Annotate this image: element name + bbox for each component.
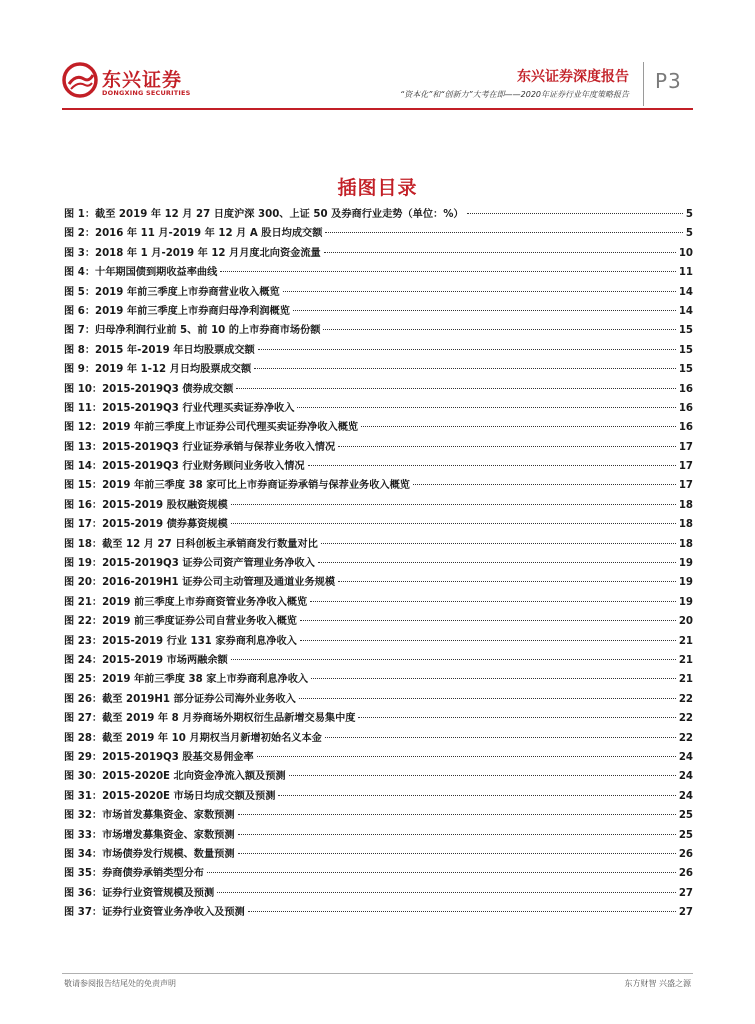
toc-entry-label: 图 20：2016-2019H1 证券公司主动管理及通道业务规模 bbox=[64, 577, 336, 589]
dot-leader bbox=[207, 872, 676, 873]
toc-entry[interactable] bbox=[64, 341, 693, 360]
toc-entry-label: 图 33：市场增发募集资金、家数预测 bbox=[64, 829, 235, 841]
dot-leader bbox=[297, 407, 675, 408]
footer-slogan: 东方财智 兴盛之源 bbox=[624, 979, 691, 988]
toc-entry-page: 24 bbox=[678, 751, 693, 763]
dot-leader bbox=[467, 213, 683, 214]
toc-entry-label: 图 5：2019 年前三季度上市券商营业收入概览 bbox=[64, 286, 280, 298]
toc-entry[interactable] bbox=[64, 593, 693, 612]
toc-entry-label: 图 18：截至 12 月 27 日科创板主承销商发行数量对比 bbox=[64, 538, 318, 550]
toc-entry-page: 25 bbox=[678, 829, 693, 841]
toc-entry[interactable] bbox=[64, 380, 693, 399]
toc-entry-label: 图 31：2015-2020E 市场日均成交额及预测 bbox=[64, 790, 276, 802]
toc-entry-label: 图 26：截至 2019H1 部分证券公司海外业务收入 bbox=[64, 693, 296, 705]
toc-entry[interactable] bbox=[64, 360, 693, 379]
dot-leader bbox=[361, 426, 676, 427]
toc-entry-label: 图 1：截至 2019 年 12 月 27 日度沪深 300、上证 50 及券商行业走势（单位：%） bbox=[64, 209, 464, 220]
toc-entry-page: 15 bbox=[678, 325, 693, 337]
toc-entry[interactable] bbox=[64, 476, 693, 495]
toc-entry[interactable] bbox=[64, 457, 693, 476]
toc-entry-page: 15 bbox=[678, 344, 693, 356]
dot-leader bbox=[254, 368, 676, 369]
dot-leader bbox=[300, 620, 676, 621]
dot-leader bbox=[321, 543, 676, 544]
toc-entry[interactable] bbox=[64, 321, 693, 340]
dot-leader bbox=[248, 911, 676, 912]
toc-entry[interactable] bbox=[64, 399, 693, 418]
dot-leader bbox=[231, 504, 676, 505]
dot-leader bbox=[220, 271, 676, 272]
toc-entry[interactable] bbox=[64, 690, 693, 709]
toc-entry[interactable] bbox=[64, 612, 693, 631]
disclaimer-note: 敬请参阅报告结尾处的免责声明 bbox=[64, 979, 176, 988]
toc-entry-label: 图 23：2015-2019 行业 131 家券商利息净收入 bbox=[64, 635, 297, 647]
dot-leader bbox=[289, 775, 676, 776]
dot-leader bbox=[236, 388, 676, 389]
logo-mark-icon bbox=[62, 62, 98, 98]
toc-entry-page: 24 bbox=[678, 790, 693, 802]
toc-entry-page: 11 bbox=[678, 267, 693, 279]
toc-entry-label: 图 9：2019 年 1-12 月日均股票成交额 bbox=[64, 364, 252, 376]
toc-entry-page: 26 bbox=[678, 868, 693, 880]
toc-entry-page: 10 bbox=[678, 247, 693, 259]
toc-entry-page: 20 bbox=[678, 616, 693, 628]
toc-entry-page: 24 bbox=[678, 771, 693, 783]
dot-leader bbox=[257, 756, 676, 757]
toc-entry[interactable] bbox=[64, 767, 693, 786]
footer-rule bbox=[62, 973, 693, 974]
toc-entry-page: 15 bbox=[678, 364, 693, 376]
toc-entry-label: 图 2：2016 年 11 月-2019 年 12 月 A 股日均成交额 bbox=[64, 228, 323, 240]
dot-leader bbox=[217, 892, 676, 893]
dot-leader bbox=[338, 581, 676, 582]
dot-leader bbox=[325, 232, 682, 233]
toc-entry[interactable] bbox=[64, 651, 693, 670]
toc-entry[interactable] bbox=[64, 826, 693, 845]
toc-entry-label: 图 10：2015-2019Q3 债券成交额 bbox=[64, 383, 234, 395]
toc-entry-page: 5 bbox=[685, 228, 693, 240]
toc-entry[interactable] bbox=[64, 263, 693, 282]
toc-entry-page: 25 bbox=[678, 810, 693, 822]
toc-entry-page: 21 bbox=[678, 674, 693, 686]
toc-entry[interactable] bbox=[64, 845, 693, 864]
toc-entry-label: 图 12：2019 年前三季度上市证券公司代理买卖证券净收入概览 bbox=[64, 422, 359, 434]
dot-leader bbox=[308, 465, 676, 466]
toc-entry-page: 27 bbox=[678, 887, 693, 899]
toc-entry-page: 21 bbox=[678, 654, 693, 666]
dot-leader bbox=[238, 814, 676, 815]
toc-entry-label: 图 22：2019 前三季度证券公司自营业务收入概览 bbox=[64, 616, 297, 628]
toc-entry-label: 图 27：截至 2019 年 8 月券商场外期权衍生品新增交易集中度 bbox=[64, 713, 356, 725]
toc-entry-label: 图 3：2018 年 1 月-2019 年 12 月月度北向资金流量 bbox=[64, 247, 321, 259]
report-subtitle: “资本化”和“创新力”大考在即——2020年证券行业年度策略报告 bbox=[400, 90, 629, 99]
dot-leader bbox=[318, 562, 676, 563]
toc-entry-page: 18 bbox=[678, 538, 693, 550]
toc-entry-page: 19 bbox=[678, 577, 693, 589]
header-divider bbox=[643, 62, 644, 106]
toc-entry-label: 图 29：2015-2019Q3 股基交易佣金率 bbox=[64, 751, 254, 763]
toc-entry[interactable] bbox=[64, 302, 693, 321]
toc-entry-label: 图 15：2019 年前三季度 38 家可比上市券商证券承销与保荐业务收入概览 bbox=[64, 480, 410, 492]
report-title: 东兴证券深度报告 bbox=[517, 69, 629, 85]
dot-leader bbox=[231, 659, 676, 660]
dot-leader bbox=[323, 329, 675, 330]
toc-entry[interactable] bbox=[64, 806, 693, 825]
toc-entry[interactable] bbox=[64, 903, 693, 922]
dot-leader bbox=[238, 853, 676, 854]
logo-text-cn: 东兴证券 bbox=[102, 69, 183, 91]
toc-entry-page: 18 bbox=[678, 519, 693, 531]
dot-leader bbox=[358, 717, 675, 718]
toc-entry[interactable] bbox=[64, 205, 693, 224]
toc-entry-label: 图 35：券商债券承销类型分布 bbox=[64, 868, 204, 880]
dot-leader bbox=[299, 698, 676, 699]
header-rule bbox=[62, 108, 693, 110]
logo-text-en: DONGXING SECURITIES bbox=[102, 89, 191, 97]
toc-entry[interactable] bbox=[64, 709, 693, 728]
toc-entry-label: 图 19：2015-2019Q3 证券公司资产管理业务净收入 bbox=[64, 558, 315, 570]
toc-entry-label: 图 16：2015-2019 股权融资规模 bbox=[64, 499, 228, 511]
toc-entry[interactable] bbox=[64, 573, 693, 592]
dot-leader bbox=[311, 678, 676, 679]
toc-entry[interactable] bbox=[64, 729, 693, 748]
company-logo bbox=[62, 62, 192, 102]
toc-entry-label: 图 21：2019 前三季度上市券商资管业务净收入概览 bbox=[64, 596, 308, 608]
toc-entry[interactable] bbox=[64, 535, 693, 554]
toc-entry-page: 18 bbox=[678, 499, 693, 511]
toc-entry[interactable] bbox=[64, 864, 693, 883]
figure-list bbox=[64, 205, 693, 922]
dot-leader bbox=[258, 349, 676, 350]
toc-entry-page: 26 bbox=[678, 848, 693, 860]
toc-entry[interactable] bbox=[64, 224, 693, 243]
toc-entry-page: 16 bbox=[678, 383, 693, 395]
toc-entry-page: 22 bbox=[678, 693, 693, 705]
toc-entry-label: 图 17：2015-2019 债券募资规模 bbox=[64, 519, 228, 531]
toc-entry[interactable] bbox=[64, 787, 693, 806]
toc-entry-label: 图 30：2015-2020E 北向资金净流入额及预测 bbox=[64, 771, 286, 783]
toc-entry[interactable] bbox=[64, 438, 693, 457]
toc-entry-page: 16 bbox=[678, 422, 693, 434]
toc-entry[interactable] bbox=[64, 748, 693, 767]
toc-entry[interactable] bbox=[64, 515, 693, 534]
dot-leader bbox=[231, 523, 676, 524]
toc-entry-label: 图 7：归母净利润行业前 5、前 10 的上市券商市场份额 bbox=[64, 325, 321, 337]
toc-entry[interactable] bbox=[64, 632, 693, 651]
toc-entry-label: 图 28：截至 2019 年 10 月期权当月新增初始名义本金 bbox=[64, 732, 322, 744]
toc-entry-page: 19 bbox=[678, 558, 693, 570]
toc-entry-label: 图 34：市场债券发行规模、数量预测 bbox=[64, 848, 235, 860]
toc-heading: 插图目录 bbox=[337, 177, 418, 199]
dot-leader bbox=[283, 291, 676, 292]
toc-entry-page: 22 bbox=[678, 732, 693, 744]
toc-entry-page: 19 bbox=[678, 596, 693, 608]
toc-entry-label: 图 36：证券行业资管规模及预测 bbox=[64, 887, 215, 899]
page-number: P3 bbox=[655, 69, 682, 93]
toc-entry-label: 图 25：2019 年前三季度 38 家上市券商利息净收入 bbox=[64, 674, 309, 686]
dot-leader bbox=[300, 640, 676, 641]
toc-entry-label: 图 4：十年期国债到期收益率曲线 bbox=[64, 267, 218, 279]
toc-entry-page: 14 bbox=[678, 286, 693, 298]
dot-leader bbox=[324, 252, 676, 253]
toc-entry-page: 17 bbox=[678, 461, 693, 473]
toc-entry-page: 21 bbox=[678, 635, 693, 647]
dot-leader bbox=[278, 795, 675, 796]
toc-entry-page: 27 bbox=[678, 907, 693, 919]
dot-leader bbox=[325, 737, 676, 738]
toc-entry-label: 图 24：2015-2019 市场两融余额 bbox=[64, 654, 228, 666]
toc-entry-page: 16 bbox=[678, 402, 693, 414]
dot-leader bbox=[238, 834, 676, 835]
toc-entry[interactable] bbox=[64, 283, 693, 302]
dot-leader bbox=[413, 484, 676, 485]
toc-entry-label: 图 14：2015-2019Q3 行业财务顾问业务收入情况 bbox=[64, 461, 305, 473]
dot-leader bbox=[293, 310, 676, 311]
toc-entry[interactable] bbox=[64, 496, 693, 515]
toc-entry[interactable] bbox=[64, 244, 693, 263]
toc-entry[interactable] bbox=[64, 554, 693, 573]
toc-entry-page: 17 bbox=[678, 441, 693, 453]
toc-entry[interactable] bbox=[64, 884, 693, 903]
toc-entry-label: 图 6：2019 年前三季度上市券商归母净利润概览 bbox=[64, 305, 290, 317]
toc-entry-label: 图 32：市场首发募集资金、家数预测 bbox=[64, 810, 235, 822]
toc-entry-label: 图 8：2015 年-2019 年日均股票成交额 bbox=[64, 344, 255, 356]
dot-leader bbox=[310, 601, 676, 602]
toc-entry[interactable] bbox=[64, 418, 693, 437]
toc-entry-label: 图 37：证券行业资管业务净收入及预测 bbox=[64, 907, 245, 919]
toc-entry-label: 图 13：2015-2019Q3 行业证券承销与保荐业务收入情况 bbox=[64, 441, 336, 453]
toc-entry-page: 22 bbox=[678, 713, 693, 725]
toc-entry-page: 14 bbox=[678, 305, 693, 317]
toc-entry[interactable] bbox=[64, 670, 693, 689]
dot-leader bbox=[338, 446, 676, 447]
toc-entry-label: 图 11：2015-2019Q3 行业代理买卖证券净收入 bbox=[64, 402, 295, 414]
toc-entry-page: 17 bbox=[678, 480, 693, 492]
toc-entry-page: 5 bbox=[685, 209, 693, 220]
